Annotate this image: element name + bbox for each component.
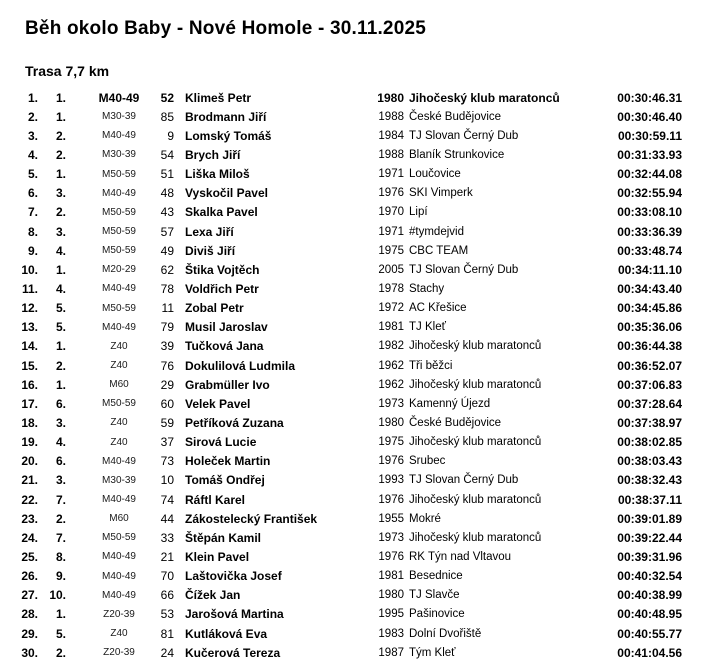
- club-cell: SKI Vimperk: [409, 187, 473, 200]
- category-cell: Z40: [110, 417, 128, 429]
- table-row: [0, 509, 712, 528]
- table-row: [0, 586, 712, 605]
- category-place-cell: 1.: [55, 339, 66, 354]
- category-place-cell: 1.: [55, 109, 66, 124]
- finish-time-cell: 00:31:33.93: [617, 147, 682, 162]
- runner-name-cell: Klimeš Petr: [185, 90, 252, 105]
- category-cell: M30-39: [102, 111, 136, 123]
- bib-number-cell: 85: [160, 109, 174, 124]
- runner-name-cell: Petříková Zuzana: [185, 415, 284, 430]
- birth-year-cell: 1976: [378, 187, 404, 200]
- category-cell: M50-59: [102, 532, 136, 544]
- table-row: [0, 471, 712, 490]
- category-place-cell: 1.: [55, 90, 66, 105]
- table-row: [0, 452, 712, 471]
- birth-year-cell: 1973: [378, 531, 404, 544]
- finish-time-cell: 00:39:31.96: [617, 549, 682, 564]
- finish-time-cell: 00:32:44.08: [617, 167, 682, 182]
- finish-time-cell: 00:40:48.95: [617, 607, 682, 622]
- club-cell: TJ Kleť: [409, 321, 446, 334]
- bib-number-cell: 73: [160, 454, 174, 469]
- category-place-cell: 5.: [55, 301, 66, 316]
- club-cell: Tým Kleť: [409, 646, 456, 659]
- runner-name-cell: Sirová Lucie: [185, 435, 257, 450]
- birth-year-cell: 1975: [378, 244, 404, 257]
- runner-name-cell: Liška Miloš: [185, 167, 250, 182]
- place-cell: 19.: [21, 435, 38, 450]
- table-row: [0, 337, 712, 356]
- category-cell: Z40: [110, 360, 128, 372]
- bib-number-cell: 76: [160, 358, 174, 373]
- finish-time-cell: 00:37:38.97: [617, 415, 682, 430]
- club-cell: Besednice: [409, 570, 463, 583]
- club-cell: TJ Slovan Černý Dub: [409, 263, 519, 276]
- table-row: [0, 375, 712, 394]
- place-cell: 8.: [27, 224, 38, 239]
- club-cell: Loučovice: [409, 168, 461, 181]
- finish-time-cell: 00:33:08.10: [617, 205, 682, 220]
- category-cell: Z40: [110, 340, 128, 352]
- category-place-cell: 2.: [55, 358, 66, 373]
- category-place-cell: 1.: [55, 607, 66, 622]
- category-cell: M30-39: [102, 474, 136, 486]
- birth-year-cell: 1973: [378, 397, 404, 410]
- bib-number-cell: 51: [160, 167, 174, 182]
- finish-time-cell: 00:30:46.31: [617, 90, 682, 105]
- birth-year-cell: 1982: [378, 340, 404, 353]
- category-place-cell: 3.: [55, 473, 66, 488]
- runner-name-cell: Musil Jaroslav: [185, 320, 268, 335]
- table-row: [0, 433, 712, 452]
- bib-number-cell: 78: [160, 281, 174, 296]
- results-table: [0, 88, 712, 662]
- finish-time-cell: 00:30:46.40: [617, 109, 682, 124]
- category-place-cell: 9.: [55, 569, 66, 584]
- birth-year-cell: 1984: [378, 129, 404, 142]
- birth-year-cell: 1972: [378, 302, 404, 315]
- bib-number-cell: 53: [160, 607, 174, 622]
- bib-number-cell: 66: [160, 588, 174, 603]
- runner-name-cell: Jarošová Martina: [185, 607, 284, 622]
- runner-name-cell: Tomáš Ondřej: [185, 473, 265, 488]
- club-cell: Jihočeský klub maratonců: [409, 378, 542, 391]
- table-row: [0, 318, 712, 337]
- birth-year-cell: 1970: [378, 206, 404, 219]
- runner-name-cell: Brodmann Jiří: [185, 109, 267, 124]
- place-cell: 30.: [21, 645, 38, 660]
- runner-name-cell: Holeček Martin: [185, 454, 271, 469]
- category-place-cell: 7.: [55, 492, 66, 507]
- bib-number-cell: 39: [160, 339, 174, 354]
- place-cell: 2.: [27, 109, 38, 124]
- category-cell: M40-49: [102, 321, 136, 333]
- club-cell: TJ Slovan Černý Dub: [409, 129, 519, 142]
- place-cell: 4.: [27, 147, 38, 162]
- category-place-cell: 7.: [55, 530, 66, 545]
- club-cell: RK Týn nad Vltavou: [409, 550, 512, 563]
- bib-number-cell: 43: [160, 205, 174, 220]
- bib-number-cell: 57: [160, 224, 174, 239]
- runner-name-cell: Štěpán Kamil: [185, 530, 262, 545]
- finish-time-cell: 00:40:32.54: [617, 569, 682, 584]
- place-cell: 11.: [21, 281, 38, 296]
- club-cell: TJ Slovan Černý Dub: [409, 474, 519, 487]
- place-cell: 10.: [21, 262, 38, 277]
- runner-name-cell: Čížek Jan: [185, 588, 241, 603]
- birth-year-cell: 1988: [378, 110, 404, 123]
- category-place-cell: 2.: [55, 205, 66, 220]
- category-cell: M60: [109, 513, 129, 525]
- club-cell: #tymdejvid: [409, 225, 464, 238]
- category-place-cell: 1.: [55, 377, 66, 392]
- category-place-cell: 2.: [55, 147, 66, 162]
- category-cell: Z40: [110, 628, 128, 639]
- category-cell: Z20-39: [103, 647, 135, 659]
- club-cell: Jihočeský klub maratonců: [409, 340, 542, 353]
- place-cell: 24.: [21, 530, 38, 545]
- category-cell: Z40: [110, 436, 128, 448]
- finish-time-cell: 00:33:36.39: [617, 224, 682, 239]
- club-cell: České Budějovice: [409, 416, 502, 429]
- category-cell: M50-59: [102, 168, 136, 180]
- place-cell: 28.: [21, 607, 38, 622]
- category-place-cell: 5.: [55, 320, 66, 335]
- runner-name-cell: Kutláková Eva: [185, 626, 268, 641]
- place-cell: 5.: [27, 167, 38, 182]
- club-cell: Blaník Strunkovice: [409, 148, 505, 161]
- page-title: Běh okolo Baby - Nové Homole - 30.11.2025: [25, 18, 427, 39]
- category-place-cell: 8.: [55, 549, 66, 564]
- birth-year-cell: 1955: [378, 512, 404, 525]
- table-row: [0, 165, 712, 184]
- finish-time-cell: 00:34:11.10: [617, 262, 682, 277]
- birth-year-cell: 1976: [378, 550, 404, 563]
- category-place-cell: 10.: [49, 588, 66, 603]
- bib-number-cell: 9: [167, 128, 174, 143]
- runner-name-cell: Velek Pavel: [185, 396, 251, 411]
- category-place-cell: 4.: [55, 243, 66, 258]
- finish-time-cell: 00:38:03.43: [617, 454, 682, 469]
- place-cell: 18.: [21, 415, 38, 430]
- category-place-cell: 5.: [55, 626, 66, 641]
- birth-year-cell: 1971: [378, 168, 404, 181]
- runner-name-cell: Voldřich Petr: [185, 281, 259, 296]
- category-cell: M40-49: [102, 589, 136, 601]
- place-cell: 17.: [21, 396, 38, 411]
- category-place-cell: 3.: [55, 415, 66, 430]
- runner-name-cell: Ráftl Karel: [185, 492, 246, 507]
- runner-name-cell: Dokulilová Ludmila: [185, 358, 296, 373]
- finish-time-cell: 00:35:36.06: [617, 320, 682, 335]
- bib-number-cell: 29: [160, 377, 174, 392]
- table-row: [0, 528, 712, 547]
- bib-number-cell: 11: [161, 301, 174, 316]
- finish-time-cell: 00:41:04.56: [617, 645, 682, 660]
- category-cell: M40-49: [102, 551, 136, 563]
- category-cell: M50-59: [102, 226, 136, 238]
- table-row: [0, 547, 712, 566]
- category-place-cell: 3.: [55, 224, 66, 239]
- table-row: [0, 605, 712, 624]
- finish-time-cell: 00:38:02.85: [617, 435, 682, 450]
- category-place-cell: 2.: [55, 128, 66, 143]
- birth-year-cell: 1976: [378, 455, 404, 468]
- place-cell: 13.: [21, 320, 38, 335]
- club-cell: Lipí: [409, 206, 428, 219]
- table-row: [0, 145, 712, 164]
- birth-year-cell: 1980: [377, 90, 404, 105]
- runner-name-cell: Laštovička Josef: [185, 569, 282, 584]
- runner-name-cell: Kučerová Tereza: [185, 645, 281, 660]
- place-cell: 27.: [21, 588, 38, 603]
- category-cell: M40-49: [102, 494, 136, 506]
- place-cell: 14.: [21, 339, 38, 354]
- place-cell: 6.: [27, 186, 38, 201]
- finish-time-cell: 00:39:22.44: [617, 530, 682, 545]
- club-cell: Dolní Dvořiště: [409, 627, 482, 640]
- birth-year-cell: 1983: [378, 627, 404, 640]
- birth-year-cell: 1962: [378, 378, 404, 391]
- finish-time-cell: 00:39:01.89: [617, 511, 682, 526]
- bib-number-cell: 59: [160, 415, 174, 430]
- category-cell: M50-59: [102, 302, 136, 314]
- bib-number-cell: 74: [160, 492, 174, 507]
- club-cell: Stachy: [409, 282, 445, 295]
- club-cell: Jihočeský klub maratonců: [409, 436, 542, 449]
- table-row: [0, 222, 712, 241]
- table-row: [0, 356, 712, 375]
- finish-time-cell: 00:40:55.77: [617, 626, 682, 641]
- bib-number-cell: 10: [160, 473, 174, 488]
- place-cell: 15.: [21, 358, 38, 373]
- place-cell: 21.: [21, 473, 38, 488]
- category-cell: M50-59: [102, 398, 136, 410]
- bib-number-cell: 37: [160, 435, 174, 450]
- birth-year-cell: 1975: [378, 436, 404, 449]
- club-cell: CBC TEAM: [409, 244, 469, 257]
- category-place-cell: 4.: [55, 435, 66, 450]
- table-row: [0, 413, 712, 432]
- bib-number-cell: 49: [160, 243, 174, 258]
- birth-year-cell: 1962: [378, 359, 404, 372]
- category-cell: M60: [109, 379, 129, 391]
- category-cell: M40-49: [102, 283, 136, 295]
- runner-name-cell: Zákostelecký František: [185, 511, 318, 526]
- finish-time-cell: 00:38:32.43: [617, 473, 682, 488]
- birth-year-cell: 1981: [378, 321, 404, 334]
- place-cell: 26.: [21, 569, 38, 584]
- place-cell: 3.: [27, 128, 38, 143]
- finish-time-cell: 00:32:55.94: [617, 186, 682, 201]
- category-place-cell: 6.: [55, 454, 66, 469]
- place-cell: 1.: [27, 90, 38, 105]
- table-row: [0, 643, 712, 662]
- place-cell: 7.: [27, 205, 38, 220]
- club-cell: TJ Slavče: [409, 589, 460, 602]
- runner-name-cell: Lomský Tomáš: [185, 128, 272, 143]
- club-cell: Pašinovice: [409, 608, 465, 621]
- category-cell: M40-49: [102, 570, 136, 582]
- place-cell: 12.: [21, 301, 38, 316]
- category-cell: M50-59: [102, 245, 136, 257]
- place-cell: 9.: [27, 243, 38, 258]
- finish-time-cell: 00:40:38.99: [617, 588, 682, 603]
- table-row: [0, 279, 712, 298]
- bib-number-cell: 33: [160, 530, 174, 545]
- runner-name-cell: Brych Jiří: [185, 147, 241, 162]
- finish-time-cell: 00:30:59.11: [617, 128, 682, 143]
- finish-time-cell: 00:36:52.07: [617, 358, 682, 373]
- finish-time-cell: 00:33:48.74: [617, 243, 682, 258]
- table-row: [0, 241, 712, 260]
- birth-year-cell: 1971: [378, 225, 404, 238]
- bib-number-cell: 21: [160, 549, 174, 564]
- club-cell: České Budějovice: [409, 110, 502, 123]
- table-row: [0, 184, 712, 203]
- table-row: [0, 88, 712, 107]
- bib-number-cell: 60: [160, 396, 174, 411]
- birth-year-cell: 1993: [378, 474, 404, 487]
- runner-name-cell: Skalka Pavel: [185, 205, 258, 220]
- table-row: [0, 107, 712, 126]
- place-cell: 22.: [21, 492, 38, 507]
- birth-year-cell: 2005: [378, 263, 404, 276]
- table-row: [0, 299, 712, 318]
- category-place-cell: 1.: [55, 262, 66, 277]
- birth-year-cell: 1995: [378, 608, 404, 621]
- category-place-cell: 2.: [55, 645, 66, 660]
- bib-number-cell: 48: [160, 186, 174, 201]
- birth-year-cell: 1980: [378, 589, 404, 602]
- finish-time-cell: 00:34:43.40: [617, 281, 682, 296]
- bib-number-cell: 54: [160, 147, 174, 162]
- club-cell: Jihočeský klub maratonců: [409, 531, 542, 544]
- category-place-cell: 4.: [55, 281, 66, 296]
- category-cell: M20-29: [102, 264, 136, 276]
- club-cell: Tři běžci: [409, 359, 453, 372]
- runner-name-cell: Zobal Petr: [185, 301, 244, 316]
- club-cell: Kamenný Újezd: [409, 397, 491, 410]
- club-cell: Mokré: [409, 512, 441, 525]
- birth-year-cell: 1981: [378, 570, 404, 583]
- bib-number-cell: 52: [160, 90, 174, 105]
- category-place-cell: 2.: [55, 511, 66, 526]
- category-cell: M30-39: [102, 149, 136, 161]
- runner-name-cell: Lexa Jiří: [185, 224, 234, 239]
- runner-name-cell: Vyskočil Pavel: [185, 186, 268, 201]
- table-row: [0, 203, 712, 222]
- finish-time-cell: 00:37:06.83: [617, 377, 682, 392]
- club-cell: AC Křešice: [409, 302, 467, 315]
- table-row: [0, 126, 712, 145]
- runner-name-cell: Štika Vojtěch: [185, 262, 260, 277]
- finish-time-cell: 00:36:44.38: [617, 339, 682, 354]
- bib-number-cell: 24: [160, 645, 174, 660]
- place-cell: 20.: [21, 454, 38, 469]
- birth-year-cell: 1978: [378, 282, 404, 295]
- category-place-cell: 3.: [55, 186, 66, 201]
- category-cell: M40-49: [102, 455, 136, 467]
- birth-year-cell: 1980: [378, 416, 404, 429]
- place-cell: 16.: [21, 377, 38, 392]
- category-place-cell: 1.: [55, 167, 66, 182]
- section-title: Trasa 7,7 km: [25, 63, 110, 79]
- bib-number-cell: 62: [160, 262, 174, 277]
- category-cell: Z20-39: [103, 608, 135, 620]
- place-cell: 25.: [21, 549, 38, 564]
- place-cell: 29.: [21, 626, 38, 641]
- category-cell: M40-49: [98, 90, 140, 105]
- table-row: [0, 490, 712, 509]
- club-cell: Srubec: [409, 455, 446, 468]
- runner-name-cell: Diviš Jiří: [185, 243, 236, 258]
- finish-time-cell: 00:37:28.64: [617, 396, 682, 411]
- category-cell: M50-59: [102, 206, 136, 218]
- category-cell: M40-49: [102, 130, 136, 142]
- bib-number-cell: 44: [160, 511, 174, 526]
- finish-time-cell: 00:34:45.86: [617, 301, 682, 316]
- birth-year-cell: 1987: [378, 646, 404, 659]
- bib-number-cell: 79: [160, 320, 174, 335]
- birth-year-cell: 1988: [378, 148, 404, 161]
- table-row: [0, 260, 712, 279]
- runner-name-cell: Grabmüller Ivo: [185, 377, 270, 392]
- bib-number-cell: 70: [160, 569, 174, 584]
- runner-name-cell: Tučková Jana: [185, 339, 264, 354]
- finish-time-cell: 00:38:37.11: [617, 492, 682, 507]
- birth-year-cell: 1976: [378, 493, 404, 506]
- category-place-cell: 6.: [55, 396, 66, 411]
- runner-name-cell: Klein Pavel: [185, 549, 250, 564]
- category-cell: M40-49: [102, 187, 136, 199]
- table-row: [0, 567, 712, 586]
- place-cell: 23.: [21, 511, 38, 526]
- club-cell: Jihočeský klub maratonců: [409, 90, 560, 105]
- club-cell: Jihočeský klub maratonců: [409, 493, 542, 506]
- table-row: [0, 624, 712, 643]
- bib-number-cell: 81: [160, 626, 174, 641]
- table-row: [0, 394, 712, 413]
